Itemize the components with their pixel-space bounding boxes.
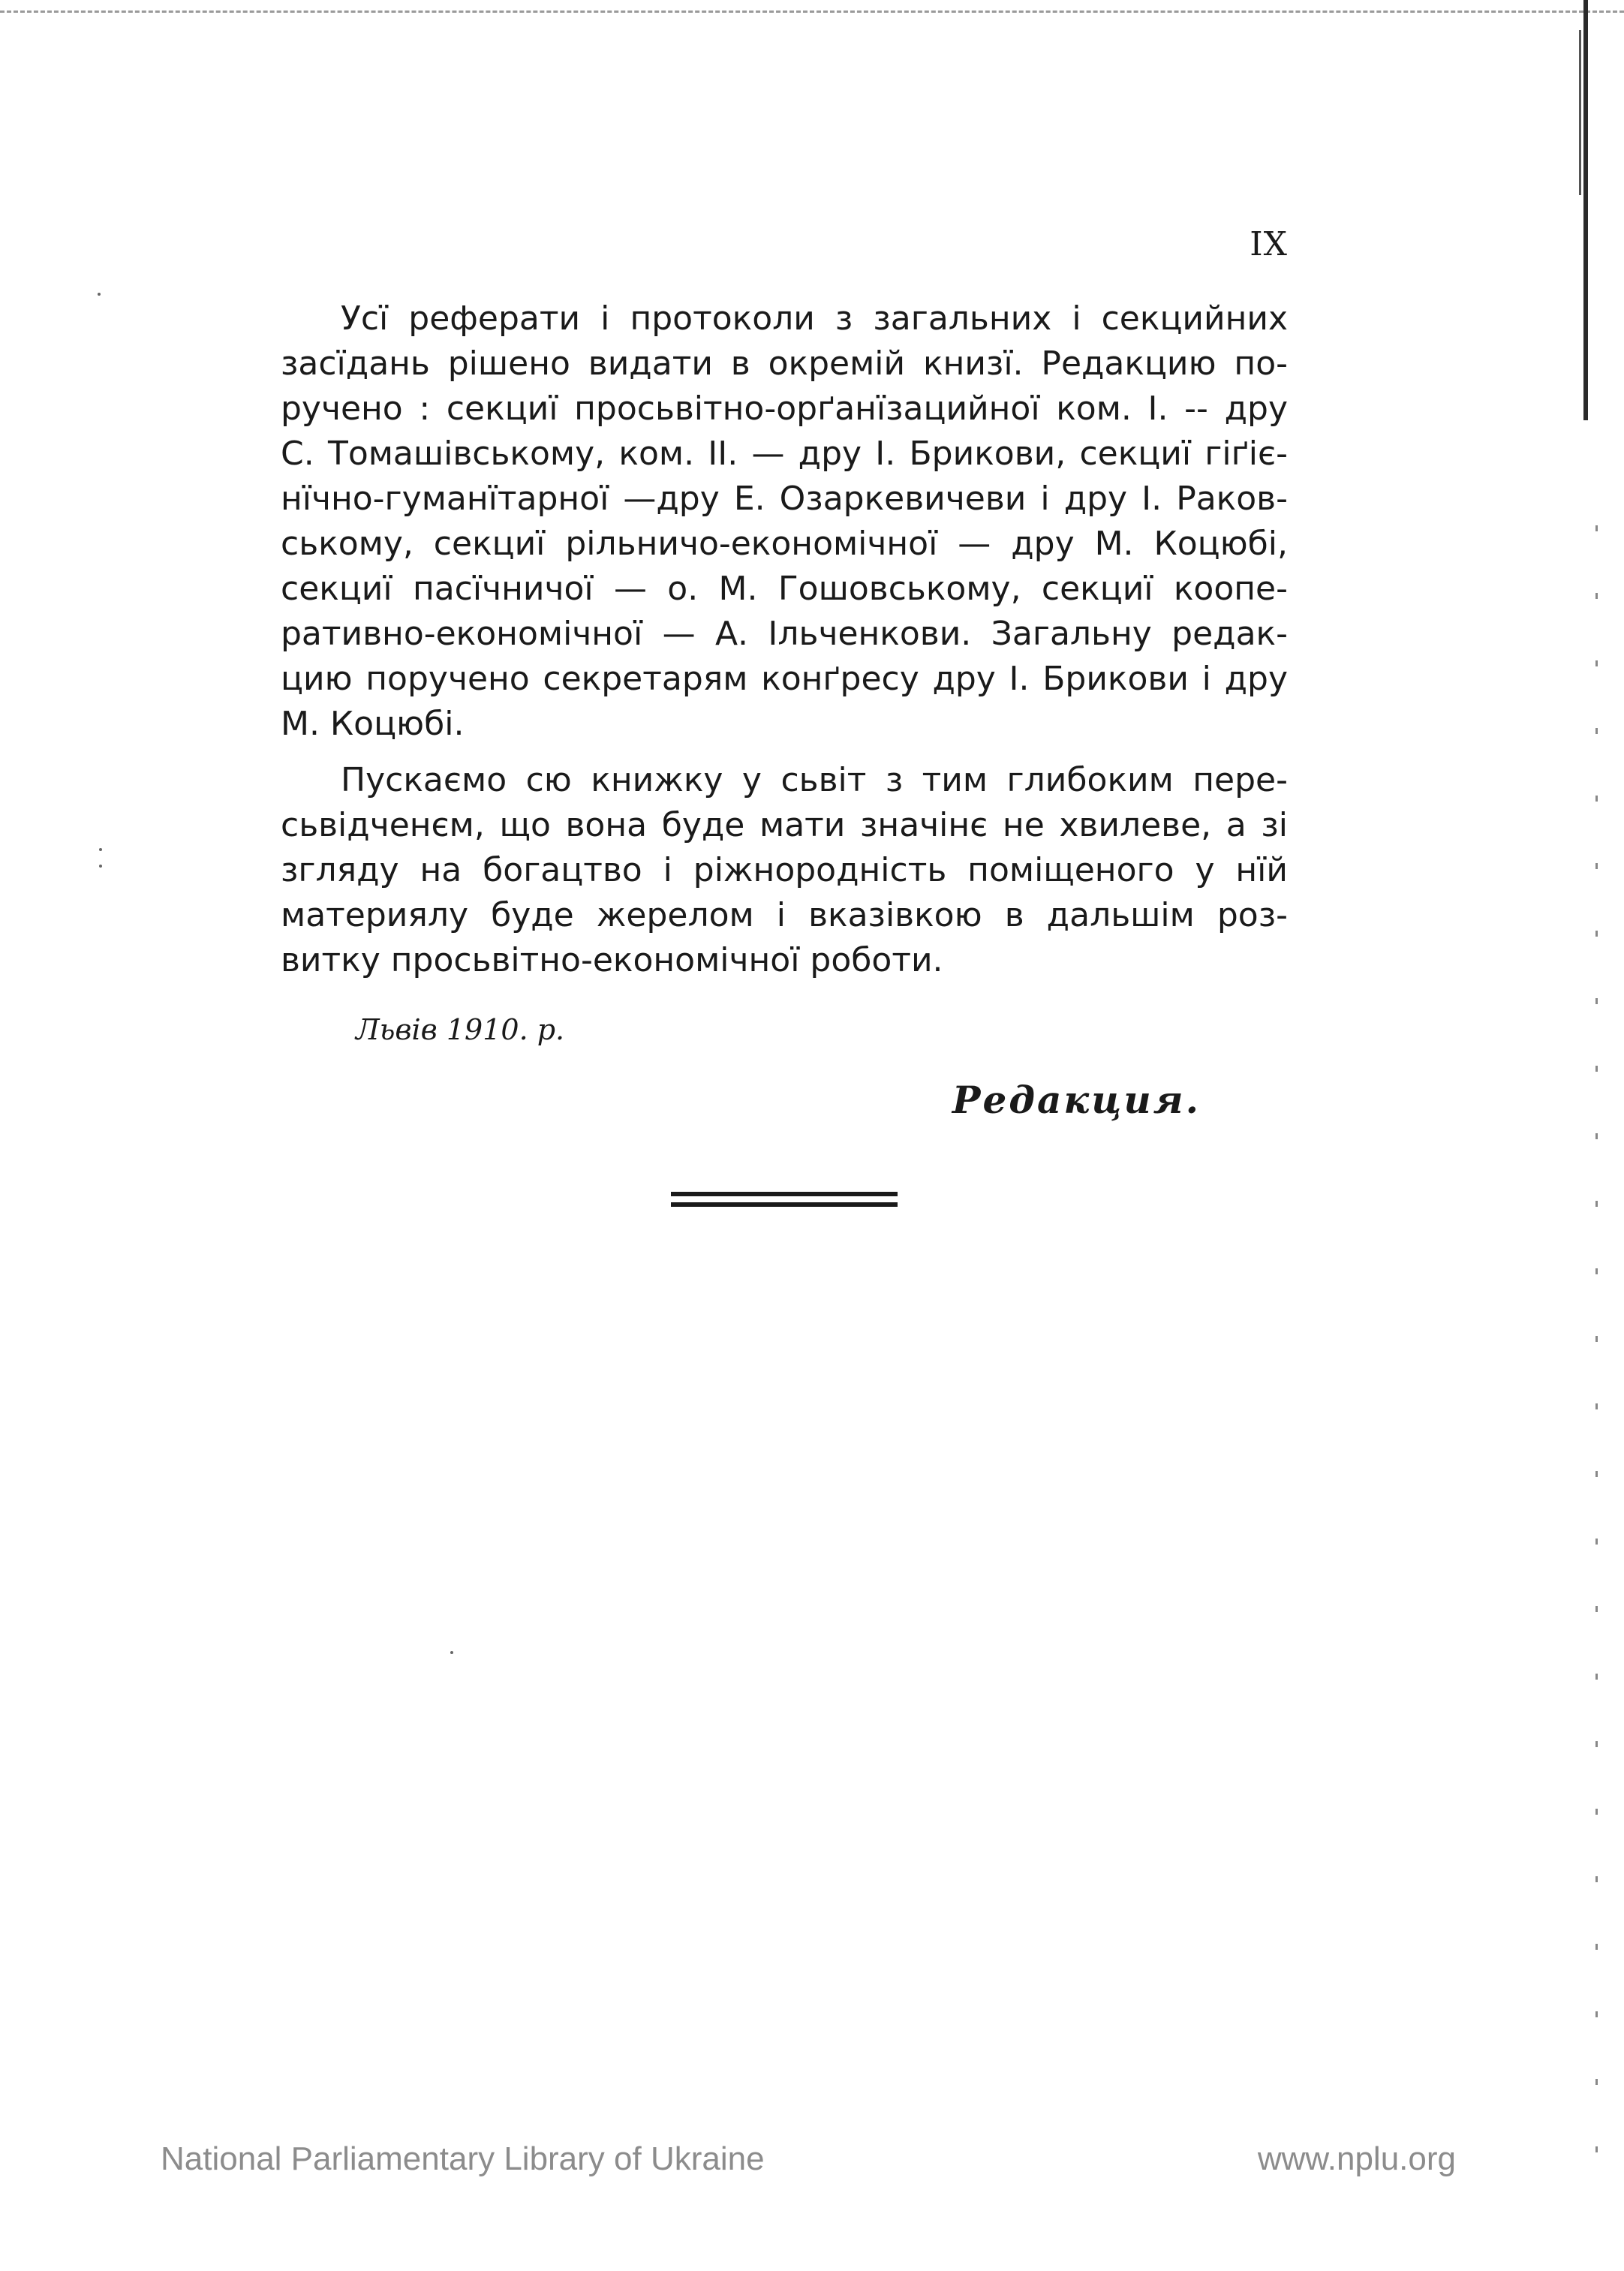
page-number: IX — [1250, 225, 1288, 263]
text-line: М. Коцюбі. — [281, 705, 465, 743]
scan-speck — [98, 293, 101, 296]
text-line: Усї реферати і протоколи з загальних і секцийних — [341, 299, 1288, 338]
text-line: С. Томашівському, ком. II. — дру І. Брикови, секциї гіґіє- — [281, 435, 1288, 473]
scan-right-edge-shadow-inner — [1579, 30, 1581, 195]
text-line: сьвідченєм, що вона буде мати значінє не хвилеве, а зі — [281, 806, 1288, 844]
scan-speck — [99, 865, 102, 868]
text-line: цию поручено секретарям конґресу дру І. Брикови і дру — [281, 660, 1288, 698]
text-line: материялу буде жерелом і вказівкою в дальшім роз- — [281, 896, 1288, 934]
text-line: секциї пасїчничої — о. М. Гошовському, секциї коопе- — [281, 570, 1288, 608]
paragraph-2 — [281, 758, 1288, 983]
text-line: нїчно-гуманїтарної —дру Е. Озаркевичеви і дру І. Раков- — [281, 480, 1288, 518]
divider-line-top — [671, 1192, 898, 1196]
text-line: згляду на богацтво і ріжнородність поміщеного у нїй — [281, 851, 1288, 889]
divider-line-bottom — [671, 1202, 898, 1207]
page-body — [281, 296, 1288, 983]
scan-top-dashed-border — [0, 11, 1624, 13]
text-line: засїдань рішено видати в окремій книзї. Редакцию по- — [281, 344, 1288, 383]
text-line: ративно-економічної — А. Ільченкови. Загальну редак- — [281, 615, 1288, 653]
double-rule-divider — [671, 1192, 898, 1207]
scan-right-edge-shadow — [1583, 0, 1588, 420]
text-line: Пускаємо сю книжку у сьвіт з тим глибоким пере- — [341, 761, 1288, 799]
scan-speck — [450, 1651, 453, 1654]
scan-speck — [99, 848, 102, 851]
text-line: ручено : секциї просьвітно-орґанїзацийної ком. І. -- дру — [281, 390, 1288, 428]
text-line: витку просьвітно-економічної роботи. — [281, 941, 943, 979]
library-watermark: National Parliamentary Library of Ukraine — [161, 2140, 765, 2177]
library-url: www.nplu.org — [1257, 2140, 1456, 2177]
editorial-signature: Редакция. — [952, 1078, 1201, 1122]
paragraph-1 — [281, 296, 1288, 747]
place-date: Львів 1910. р. — [356, 1013, 565, 1046]
scan-right-edge-marks — [1595, 525, 1598, 2176]
text-line: ському, секциї рільничо-економічної — дру М. Коцюбі, — [281, 525, 1288, 563]
